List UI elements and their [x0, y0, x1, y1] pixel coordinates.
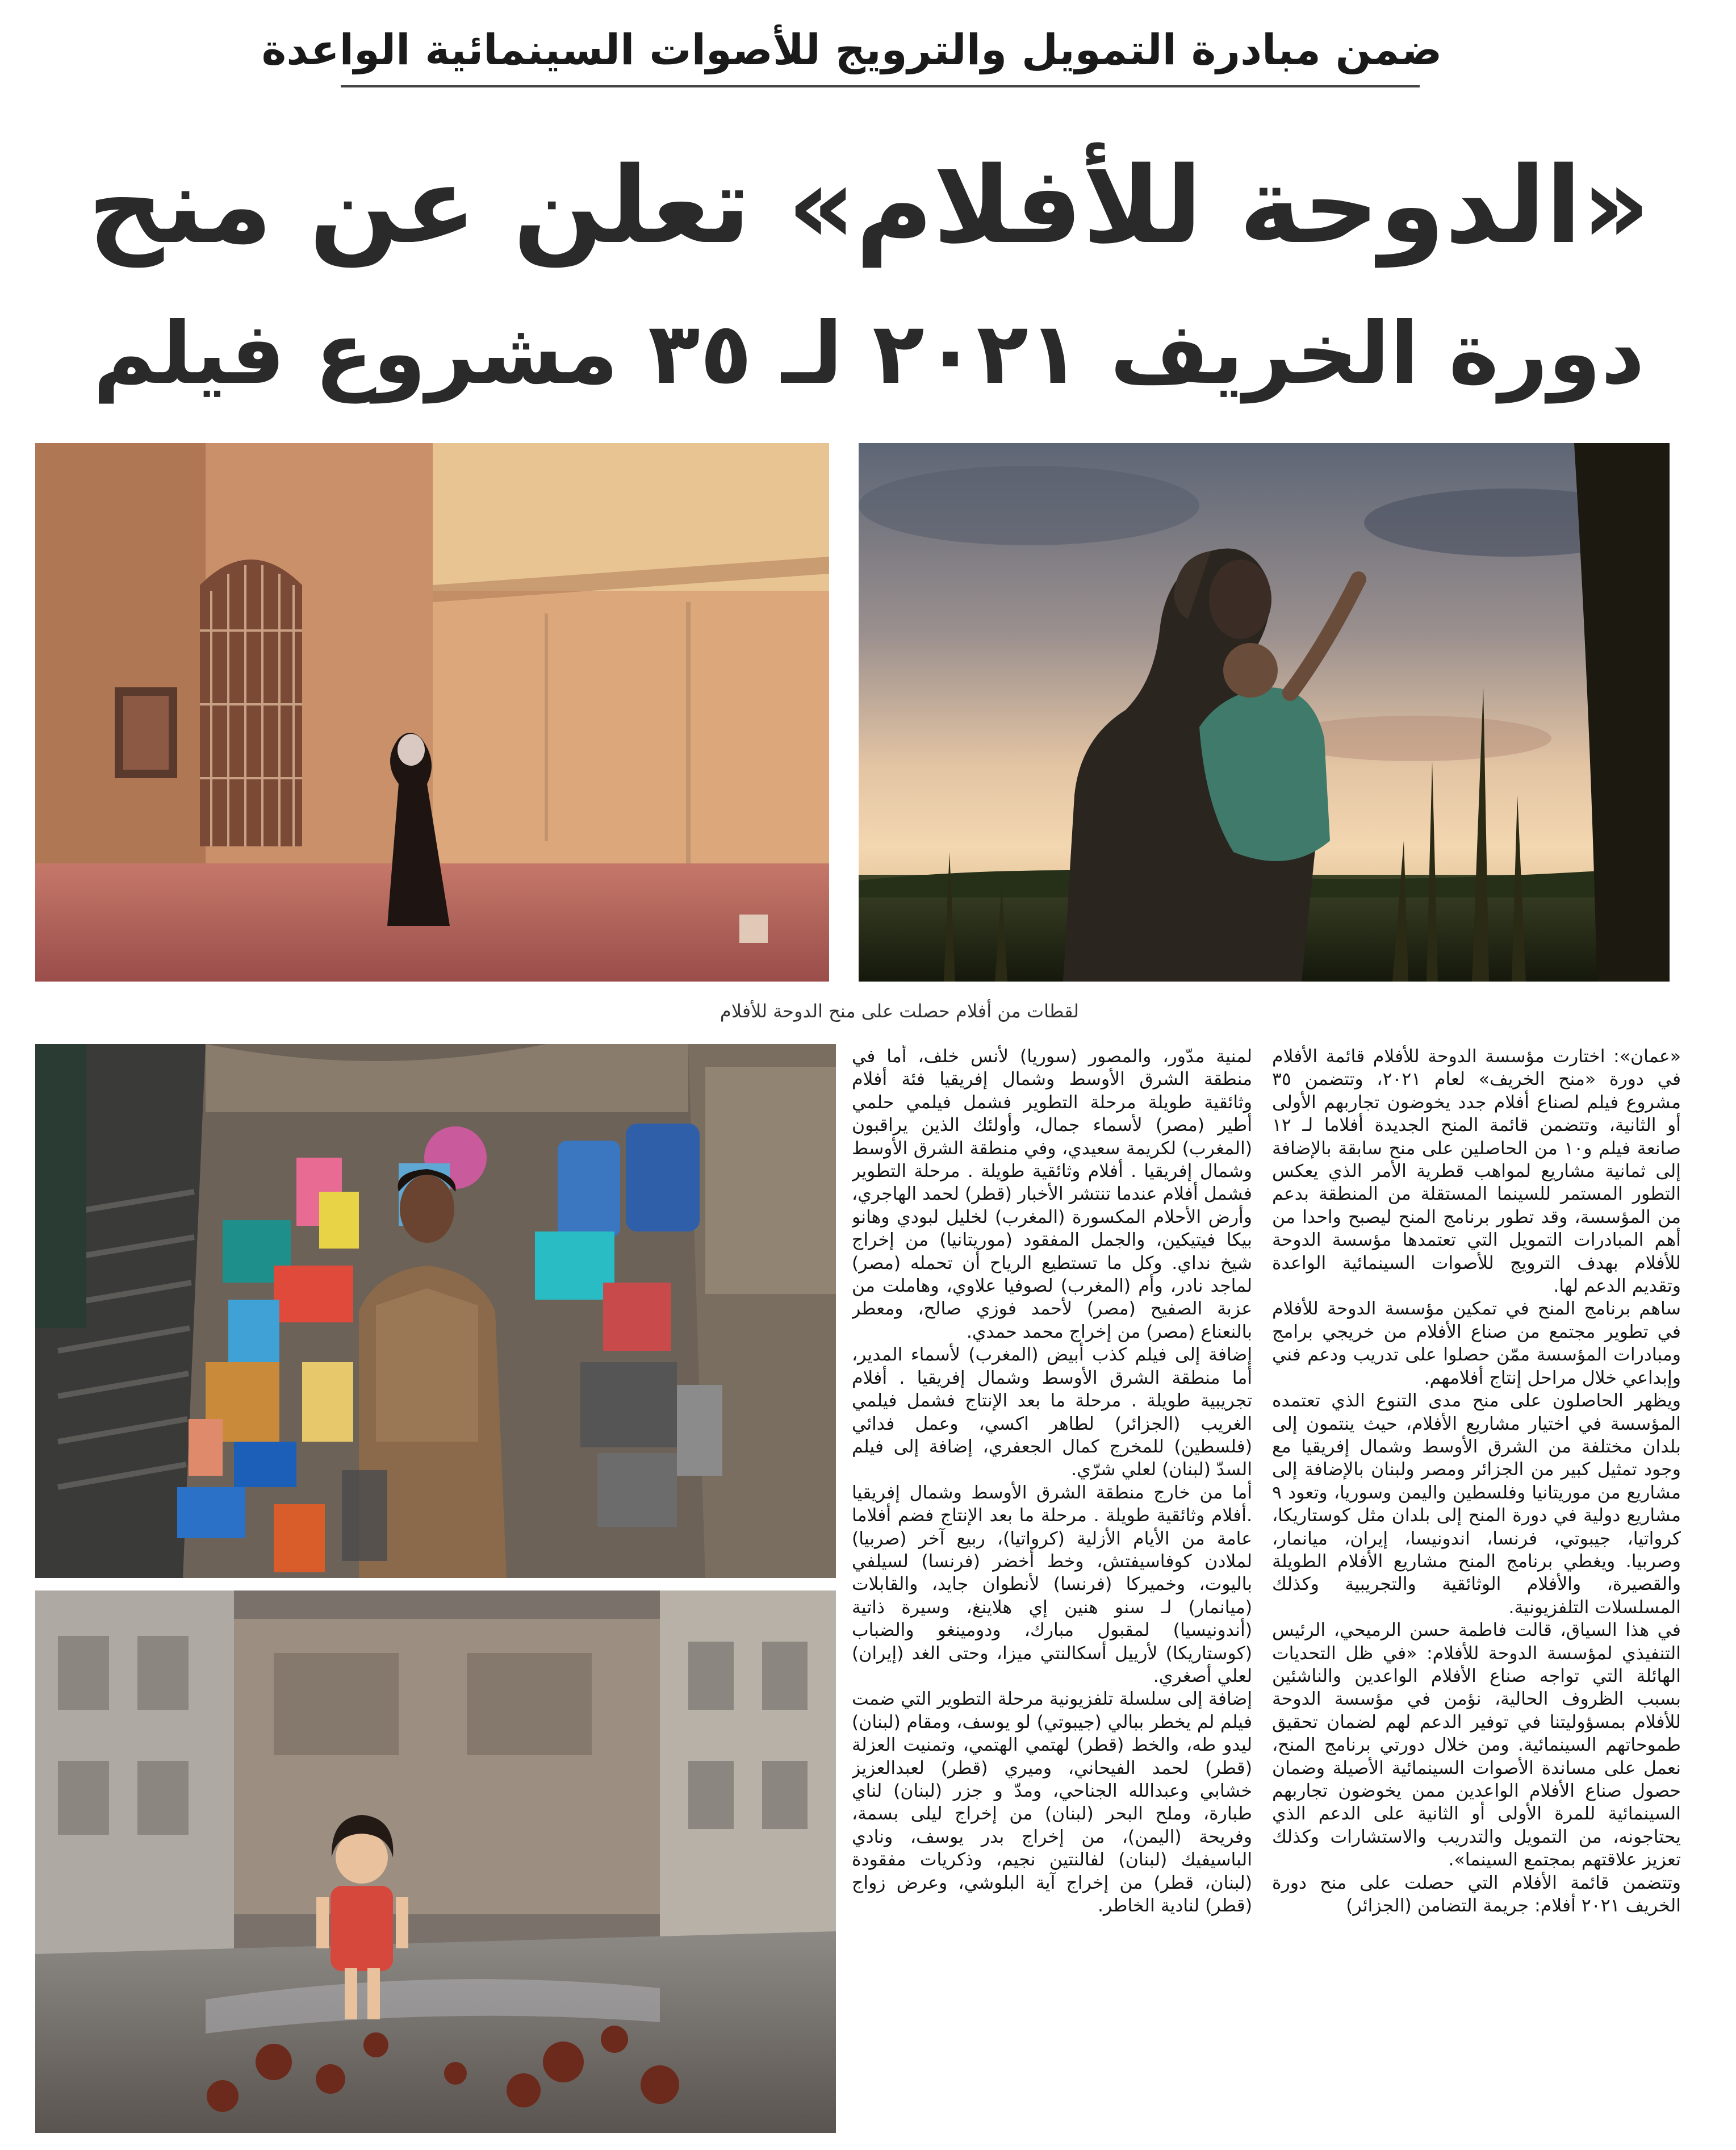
paragraph: في هذا السياق، قالت فاطمة حسن الرميحي، الرئيس التنفيذي لمؤسسة الدوحة للأفلام: «في ظل التحديات الهائلة التي تواجه صناع الأفلام الواعدين والناشئين بسبب الظروف الحالية، نؤمن في مؤسسة الدوحة للأفلام بمسؤوليتنا في توفير الدعم لهم لضمان تحقيق طموحاتهم السينمائية. ومن خلال دورتي برنامج المنح، نعمل على مساندة الأصوات السينمائية الأصيلة وضمان حصول صناع الأفلام الواعدين ممن يخوضون تجاربهم السينمائية للمرة الأولى أو الثانية على الدعم الذي يحتاجونه، من التمويل والتدريب والاستشارات وكذلك تعزيز علاقتهم بمجتمع السينما». — [1272, 1620, 1681, 1871]
headline-line-2: دورة الخريف ٢٠٢١ لـ ٣٥ مشروع فيلم — [93, 304, 1645, 403]
paragraph: وتتضمن قائمة الأفلام التي حصلت على منح دورة الخريف ٢٠٢١ أفلام: جريمة التضامن (الجزائر) — [1272, 1872, 1681, 1917]
article-column-right — [1272, 1045, 1681, 2141]
paragraph: ساهم برنامج المنح في تمكين مؤسسة الدوحة للأفلام في تطوير مجتمع من صناع الأفلام من خريجي برامج ومبادرات المؤسسة ممّن حصلوا على تدريب ودعم فني وإبداعي خلال مراحل إنتاج أفلامهم. — [1272, 1299, 1681, 1388]
kicker: ضمن مبادرة التمويل والترويج للأصوات السينمائية الواعدة — [261, 26, 1442, 74]
paragraph: ويظهر الحاصلون على منح مدى التنوع الذي تعتمده المؤسسة في اختيار مشاريع الأفلام، حيث ينتمون إلى بلدان مختلفة من الشرق الأوسط وشمال إفريقيا مع وجود تمثيل كبير من الجزائر ومصر ولبنان بالإضافة إلى مشاريع من موريتانيا وفلسطين واليمن وسوريا، وتعود ٩ مشاريع دولية في دورة المنح إلى بلدان مثل كوستاريكا، كرواتيا، جيبوتي، فرنسا، اندونيسا، إيران، ميانمار، وصربيا. ويغطي برنامج المنح مشاريع الأفلام الطويلة والقصيرة، والأفلام الوثائقية والتجريبية وكذلك المسلسلات التلفزيونية. — [1272, 1391, 1681, 1618]
paragraph: لمنية مدّور، والمصور (سوريا) لأنس خلف، أما في منطقة الشرق الأوسط وشمال إفريقيا فئة أفلام وثائقية طويلة مرحلة التطوير فشمل فيلمي حلمي أطير (مصر) لأسماء جمال، وأولئك الذين يراقبون (المغرب) لكريمة سعيدي، وفي منطقة الشرق الأوسط وشمال إفريقيا . أفلام وثائقية طويلة . مرحلة التطوير فشمل أفلام عندما تنتشر الأخبار (قطر) لحمد الهاجري، وأرض الأحلام المكسورة (المغرب) لخليل لبودي وهانو بيكا فيتيكين، والجمل المفقود (موريتانيا) من إخراج شيخ نداي. وكل ما تستطيع الرياح أن تحمله (مصر) لماجد نادر، وأم (المغرب) لصوفيا علاوي، وهاملت من عزبة الصفيح (مصر) لأحمد فوزي صالح، ومعطر بالنعناع (مصر) من إخراج محمد حمدي. — [852, 1046, 1252, 1342]
photo-mother-child-sunset — [859, 443, 1670, 982]
photo-doll-figure-street — [35, 1590, 836, 2133]
photo-alley-walking-woman — [35, 443, 829, 982]
paragraph: إضافة إلى فيلم كذب أبيض (المغرب) لأسماء المدير، أما منطقة الشرق الأوسط وشمال إفريقيا . أفلام تجريبية طويلة . مرحلة ما بعد الإنتاج فشمل فيلمي الغريب (الجزائر) لطاهر اكسي، وعمل فدائي (فلسطين) للمخرج كمال الجعفري، إضافة إلى فيلم السدّ (لبنان) لعلي شرّي. — [852, 1345, 1252, 1480]
article-column-middle — [852, 1045, 1252, 2141]
headline-line-1: «الدوحة للأفلام» تعلن عن منح — [87, 144, 1650, 267]
paragraph: أما من خارج منطقة الشرق الأوسط وشمال إفريقيا .أفلام وثائقية طويلة . مرحلة ما بعد الإنتاج فضم أفلاما عامة من الأيام الأزلية (كرواتيا)، ربيع آخر (صربيا) لملادن كوفاسيفتش، وخط أخضر (فرنسا) لسيلفي باليوت، وخميركا (فرنسا) لأنطوان جايد، والقابلات (ميانمار) لـ سنو هنين إي هلاينغ، وسيرة ذاتية (أندونيسيا) لمقبول مبارك، ودومينغو والضباب (كوستاريكا) لأرييل أسكالنتي ميزا، وحتى الغد (إيران) لعلي أصغري. — [852, 1482, 1252, 1686]
photo-caption: لقطات من أفلام حصلت على منح الدوحة للأفلام — [720, 1000, 1079, 1022]
kicker-rule — [341, 85, 1420, 87]
paragraph: «عمان»: اختارت مؤسسة الدوحة للأفلام قائمة الأفلام في دورة «منح الخريف» لعام ٢٠٢١، وتتضمن ٣٥ مشروع فيلم لصناع أفلام جدد يخوضون تجاربهم الأولى أو الثانية، وتتضمن قائمة المنح الجديدة أفلاما لـ ١٢ صانعة فيلم و١٠ من الحاصلين على منح سابقة بالإضافة إلى ثمانية مشاريع لمواهب قطرية الأمر الذي يعكس التطور المستمر للسينما المستقلة من المنطقة بدعم من المؤسسة، وقد تطور برنامج المنح ليصبح واحدا من أهم المبادرات التمويل التي تعتمدها مؤسسة الدوحة للأفلام بهدف الترويج للأصوات السينمائية الواعدة وتقديم الدعم لها. — [1272, 1046, 1681, 1297]
photo-boy-plastic-containers — [35, 1044, 836, 1578]
paragraph: إضافة إلى سلسلة تلفزيونية مرحلة التطوير التي ضمت فيلم لم يخطر ببالي (جيبوتي) لو يوسف، ومقام (لبنان) ليدو طه، والخط (قطر) لهتمي الهتمي، وتمنيت العزلة (قطر) لحمد الفيحاني، وميري (قطر) لعبدالعزيز خشابي وعبدالله الجناحي، ومدّ و جزر (لبنان) لناي طبارة، وملح البحر (لبنان) من إخراج ليلى بسمة، وفريحة (اليمن)، من إخراج بدر يوسف، ونادي الباسيفيك (لبنان) لفالنتين نجيم، وذكريات مفقودة (لبنان، قطر) من إخراج آية البلوشي، وعرض زواج (قطر) لنادية الخاطر. — [852, 1689, 1252, 1917]
